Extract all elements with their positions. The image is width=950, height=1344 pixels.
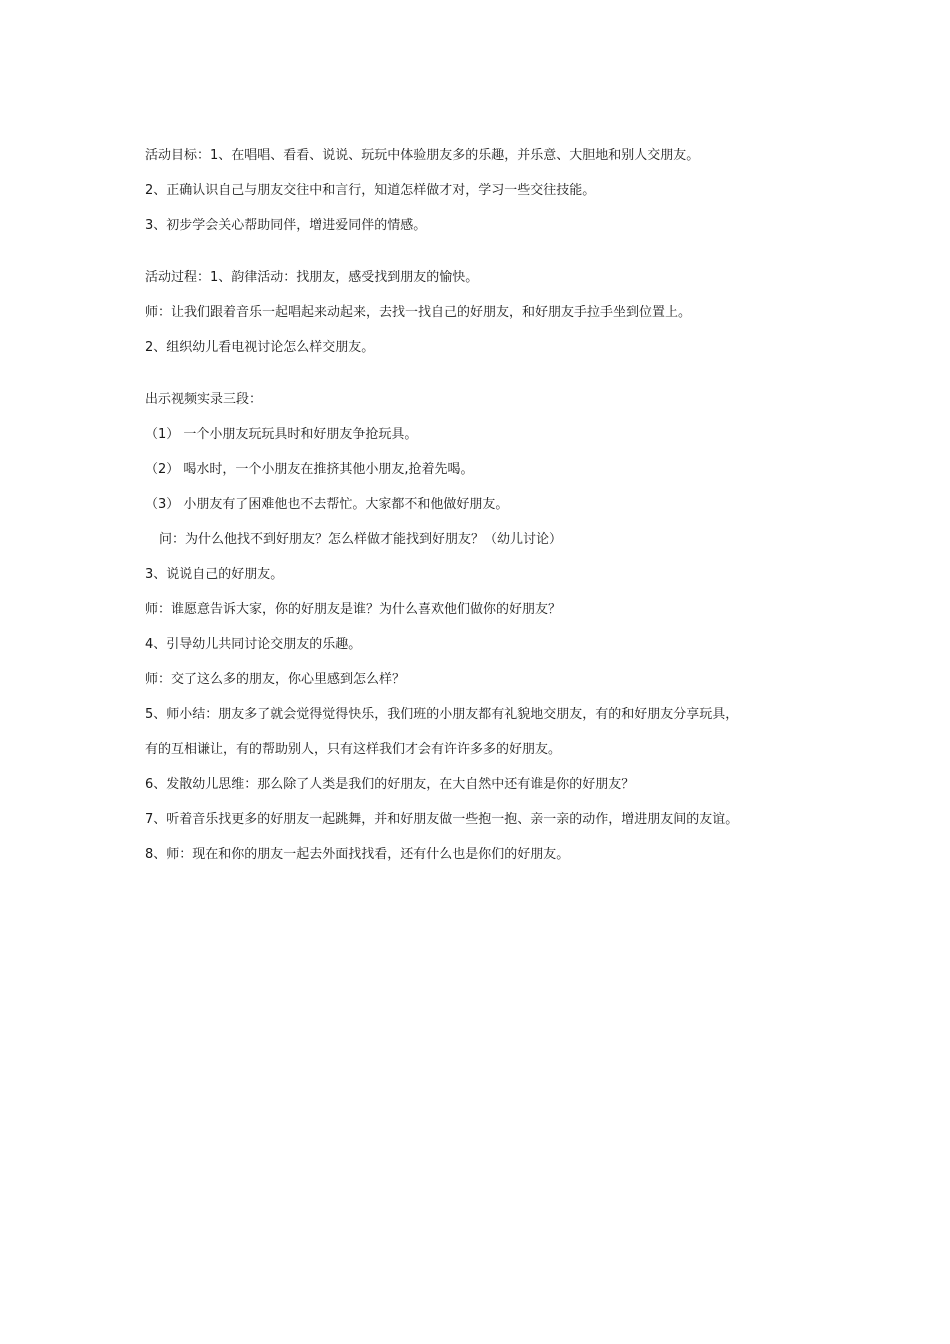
goals-line-2: 2、正确认识自己与朋友交往中和言行，知道怎样做才对，学习一些交往技能。 bbox=[145, 183, 596, 198]
document-page bbox=[145, 146, 825, 880]
goals-line-1: 活动目标：1、在唱唱、看看、说说、玩玩中体验朋友多的乐趣，并乐意、大胆地和别人交朋友。 bbox=[145, 148, 700, 163]
process-line-3: 2、组织幼儿看电视讨论怎么样交朋友。 bbox=[145, 340, 375, 355]
process-line-1: 活动过程：1、韵律活动：找朋友，感受找到朋友的愉快。 bbox=[145, 270, 479, 285]
step-5-line-1: 5、师小结：朋友多了就会觉得觉得快乐，我们班的小朋友都有礼貌地交朋友，有的和好朋友分享玩具， bbox=[145, 707, 739, 722]
step-3: 3、说说自己的好朋友。 bbox=[145, 567, 284, 582]
video-item-3: （3） 小朋友有了困难他也不去帮忙。大家都不和他做好朋友。 bbox=[145, 497, 509, 512]
process-line-2: 师：让我们跟着音乐一起唱起来动起来，去找一找自己的好朋友，和好朋友手拉手坐到位置上。 bbox=[145, 305, 692, 320]
video-item-1: （1） 一个小朋友玩玩具时和好朋友争抢玩具。 bbox=[145, 427, 418, 442]
step-4-teacher: 师：交了这么多的朋友，你心里感到怎么样？ bbox=[145, 672, 406, 687]
step-5-line-2: 有的互相谦让，有的帮助别人，只有这样我们才会有许许多多的好朋友。 bbox=[145, 742, 562, 757]
step-3-teacher: 师：谁愿意告诉大家，你的好朋友是谁？为什么喜欢他们做你的好朋友？ bbox=[145, 602, 562, 617]
video-item-2: （2） 喝水时，一个小朋友在推挤其他小朋友,抢着先喝。 bbox=[145, 462, 474, 477]
video-question: 问：为什么他找不到好朋友？怎么样做才能找到好朋友？（幼儿讨论） bbox=[159, 532, 563, 547]
section-gap bbox=[145, 251, 825, 268]
step-6: 6、发散幼儿思维：那么除了人类是我们的好朋友，在大自然中还有谁是你的好朋友？ bbox=[145, 777, 635, 792]
step-8: 8、师：现在和你的朋友一起去外面找找看，还有什么也是你们的好朋友。 bbox=[145, 847, 570, 862]
section-gap bbox=[145, 373, 825, 390]
step-4: 4、引导幼儿共同讨论交朋友的乐趣。 bbox=[145, 637, 362, 652]
step-7: 7、听着音乐找更多的好朋友一起跳舞，并和好朋友做一些抱一抱、亲一亲的动作，增进朋友间的友谊。 bbox=[145, 812, 739, 827]
video-intro: 出示视频实录三段： bbox=[145, 392, 263, 407]
goals-line-3: 3、初步学会关心帮助同伴，增进爱同伴的情感。 bbox=[145, 218, 427, 233]
